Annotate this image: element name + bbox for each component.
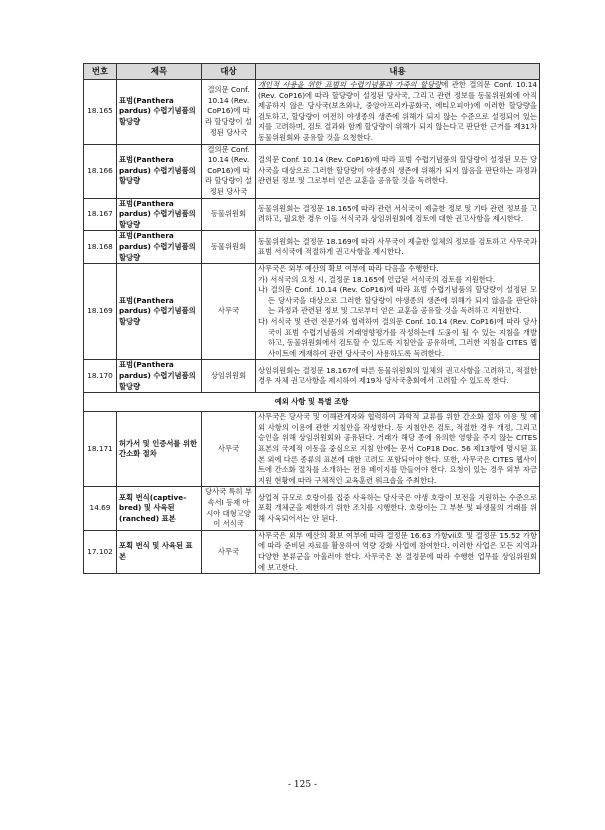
- decision-target: 결의문 Conf. 10.14 (Rev. CoP16)에 따라 할당량이 설정된 당사국: [202, 144, 256, 198]
- decision-number: 17.102: [84, 530, 117, 573]
- decision-content: [256, 80, 540, 145]
- decision-title: 표범(Panthera pardus) 수렵기념품의 할당량: [117, 144, 202, 198]
- content-paragraph: [258, 80, 537, 144]
- section-heading: 예외 사항 및 특별 조항: [84, 393, 540, 412]
- decision-title: 표범(Panthera pardus) 수렵기념품의 할당량: [117, 80, 202, 145]
- table-header-row: [84, 64, 540, 80]
- decision-content: [256, 231, 540, 264]
- section-row: [84, 393, 540, 412]
- decision-number: 14.69: [84, 487, 117, 530]
- content-text: 결의문 Conf. 10.14 (Rev. CoP16)에 따라 표범 수렵기념품의 할당량이 설정된 모든 당사국을 대상으로 그러한 할당량이 야생종의 생존에 위해가 되지 않음을 판단하는 과정과 관련된 정보 및 그로부터 얻은 교훈을 공유할 것을 독려한다.: [258, 155, 537, 186]
- decision-target: 동물위원회: [202, 231, 256, 264]
- decision-content: [256, 360, 540, 393]
- content-list-item: 다) 서식국 및 관련 전문가와 협력하여 결의문 Conf. 10.14 (Rev. CoP16)에 따라 당사국이 표범 수렵기념품의 거래영향평가를 작성하는데 도움이 될 수 있는 지침을 개발하고, 동물위원회에서 검토할 수 있도록 지침안을 공유하며, 그러한 지침을 CITES 웹사이트에 게재하여 관련 당사국이 사용하도록 독려한다.: [258, 317, 537, 358]
- decision-target: 상임위원회: [202, 360, 256, 393]
- header-target: 대상: [202, 64, 256, 80]
- decision-title: 포획 번식 및 사육된 표본: [117, 530, 202, 573]
- decision-number: 18.165: [84, 80, 117, 145]
- table-row: [84, 412, 540, 487]
- table-row: [84, 144, 540, 198]
- header-title: 제목: [117, 64, 202, 80]
- content-paragraph: [258, 412, 537, 486]
- decision-target: 동물위원회: [202, 198, 256, 231]
- decision-number: 18.169: [84, 264, 117, 360]
- table-row: [84, 198, 540, 231]
- decision-number: 18.171: [84, 412, 117, 487]
- decision-title: 표범(Panthera pardus) 수렵기념품의 할당량: [117, 264, 202, 360]
- header-no: 번호: [84, 64, 117, 80]
- content-text: 사무국은 외부 예산의 확보 여부에 따라 다음을 수행한다.: [258, 264, 439, 274]
- content-text: 사무국은 당사국 및 이해관계자와 협력하여 과학적 교류를 위한 간소화 절차 이용 및 예외 사항의 이용에 관한 지침안을 작성한다. 동 지침안은 검토, 적절한 경우 개정, 그리고 승인을 위해 상임위원회와 공유된다. 거래가 해당 종에 유의한 영향을 주지 않는 CITES 표본의 국제적 이동을 중심으로 지침 안에는 문서 CoP18 Doc. 56 제13항에 명시된 표본 외에 다른 종류의 표본에 대한 고려도 포함되어야 한다. 또한, 사무국은 CITES 웹사이트에 간소화 절차를 소개하는 전용 페이지를 만들어야 한다. 요청이 있는 경우 외부 자금 지원 현황에 따라 구체적인 교육훈련 워크숍을 주최한다.: [258, 412, 537, 485]
- decision-title: 허가서 및 인증서를 위한 간소화 절차: [117, 412, 202, 487]
- decision-content: [256, 144, 540, 198]
- decision-target: 사무국: [202, 412, 256, 487]
- decision-content: [256, 412, 540, 487]
- content-paragraph: [258, 531, 537, 573]
- decision-content: [256, 198, 540, 231]
- content-paragraph: [258, 493, 537, 525]
- table-row: [84, 231, 540, 264]
- decision-title: 포획 번식(captive-bred) 및 사육된(ranched) 표본: [117, 487, 202, 530]
- content-paragraph: [258, 204, 537, 225]
- decision-title: 표범(Panthera pardus) 수렵기념품의 할당량: [117, 360, 202, 393]
- decision-number: 18.167: [84, 198, 117, 231]
- content-text: 동물위원회는 결정문 18.165에 따라 관련 서식국이 제출한 정보 및 기타 관련 정보를 고려하고, 필요한 경우 이들 서식국과 상임위원회에 검토에 대한 권고사항을 제시한다.: [258, 203, 537, 224]
- decision-number: 18.168: [84, 231, 117, 264]
- content-paragraph: [258, 264, 537, 275]
- content-list-item: 나) 결의문 Conf. 10.14 (Rev. CoP16)에 따라 표범 수렵기념품의 할당량이 설정된 모든 당사국을 대상으로 그러한 할당량이 야생종의 생존에 위해가 되지 않음을 판단하는 과정과 관련된 정보 및 그로부터 얻은 교훈을 공유할 것을 독려하고 지원한다.: [258, 285, 537, 316]
- table-row: [84, 530, 540, 573]
- header-content: 내용: [256, 64, 540, 80]
- content-text: 에 관한 결의문 Conf. 10.14 (Rev. CoP16)에 따라 할당량이 설정된 당사국, 그리고 관련 정보를 동물위원회에 아직 제공하지 않은 당사국(보츠와나, 중앙아프리카공화국, 에티오피아)에 이러한 할당량을 검토하고, 할당량이 여전히 야생종의 생존에 위해가 되지 않는 수준으로 설정되어 있는지를 고려하며, 검토 결과와 함께 할당량이 위해가 되지 않는다고 판단한 근거를 제31차 동물위원회와 공유할 것을 요청한다.: [258, 80, 537, 142]
- decisions-table: [83, 63, 540, 574]
- decision-title: 표범(Panthera pardus) 수렵기념품의 할당량: [117, 231, 202, 264]
- decision-content: [256, 487, 540, 530]
- decision-number: 18.166: [84, 144, 117, 198]
- content-text: 동물위원회는 결정문 18.169에 따라 사무국이 제출한 일체의 정보를 검토하고 사무국과 표범 서식국에 적절하게 권고사항을 제시한다.: [258, 236, 538, 257]
- decision-target: 사무국: [202, 264, 256, 360]
- decision-target: 사무국: [202, 530, 256, 573]
- table-row: [84, 360, 540, 393]
- content-paragraph: [258, 237, 537, 258]
- decision-number: 18.170: [84, 360, 117, 393]
- decision-content: [256, 264, 540, 360]
- table-row: [84, 264, 540, 360]
- content-list-item: 가) 서식국의 요청 시, 결정문 18.165에 언급된 서식국의 검토를 지원한다.: [258, 274, 496, 284]
- resolution-title-italic: 개인적 사용을 위한 표범의 수렵기념품과 가죽의 할당량: [258, 80, 442, 89]
- content-paragraph: [258, 366, 537, 387]
- content-text: 상임위원회는 결정문 18.167에 따른 동물위원회의 일체의 권고사항을 고려하고, 적절한 경우 자체 권고사항을 제시하여 제19차 당사국총회에서 고려할 수 있도록 한다.: [258, 365, 538, 386]
- content-text: 사무국은 외부 예산의 확보 여부에 따라 결정문 16.63 가항vii호 및 결정문 15.52 가항에 따라 준비된 자료를 활용하여 역량 강화 사업에 참여한다. 이러한 사업은 모든 지역과 다양한 분류군을 아울러야 한다. 사무국은 본 결정문에 따라 수행한 업무를 상임위원회에 보고한다.: [258, 530, 537, 572]
- decision-target: 당사국 특히 부속서I 등재 아시아 대형고양이 서식국: [202, 487, 256, 530]
- page-number: - 125 -: [288, 780, 317, 790]
- content-paragraph: [258, 155, 537, 187]
- content-text: 상업적 규모로 호랑이를 집중 사육하는 당사국은 야생 호랑이 보전을 지원하는 수준으로 포획 개체군을 제한하기 위한 조치를 시행한다. 호랑이는 그 부분 및 파생물의 거래를 위해 사육되어서는 안 된다.: [258, 492, 537, 523]
- decision-title: 표범(Panthera pardus) 수렵기념품의 할당량: [117, 198, 202, 231]
- table-row: [84, 80, 540, 145]
- table-row: [84, 487, 540, 530]
- decision-content: [256, 530, 540, 573]
- decision-target: 결의문 Conf. 10.14 (Rev. CoP16)에 따라 할당량이 설정된 당사국: [202, 80, 256, 145]
